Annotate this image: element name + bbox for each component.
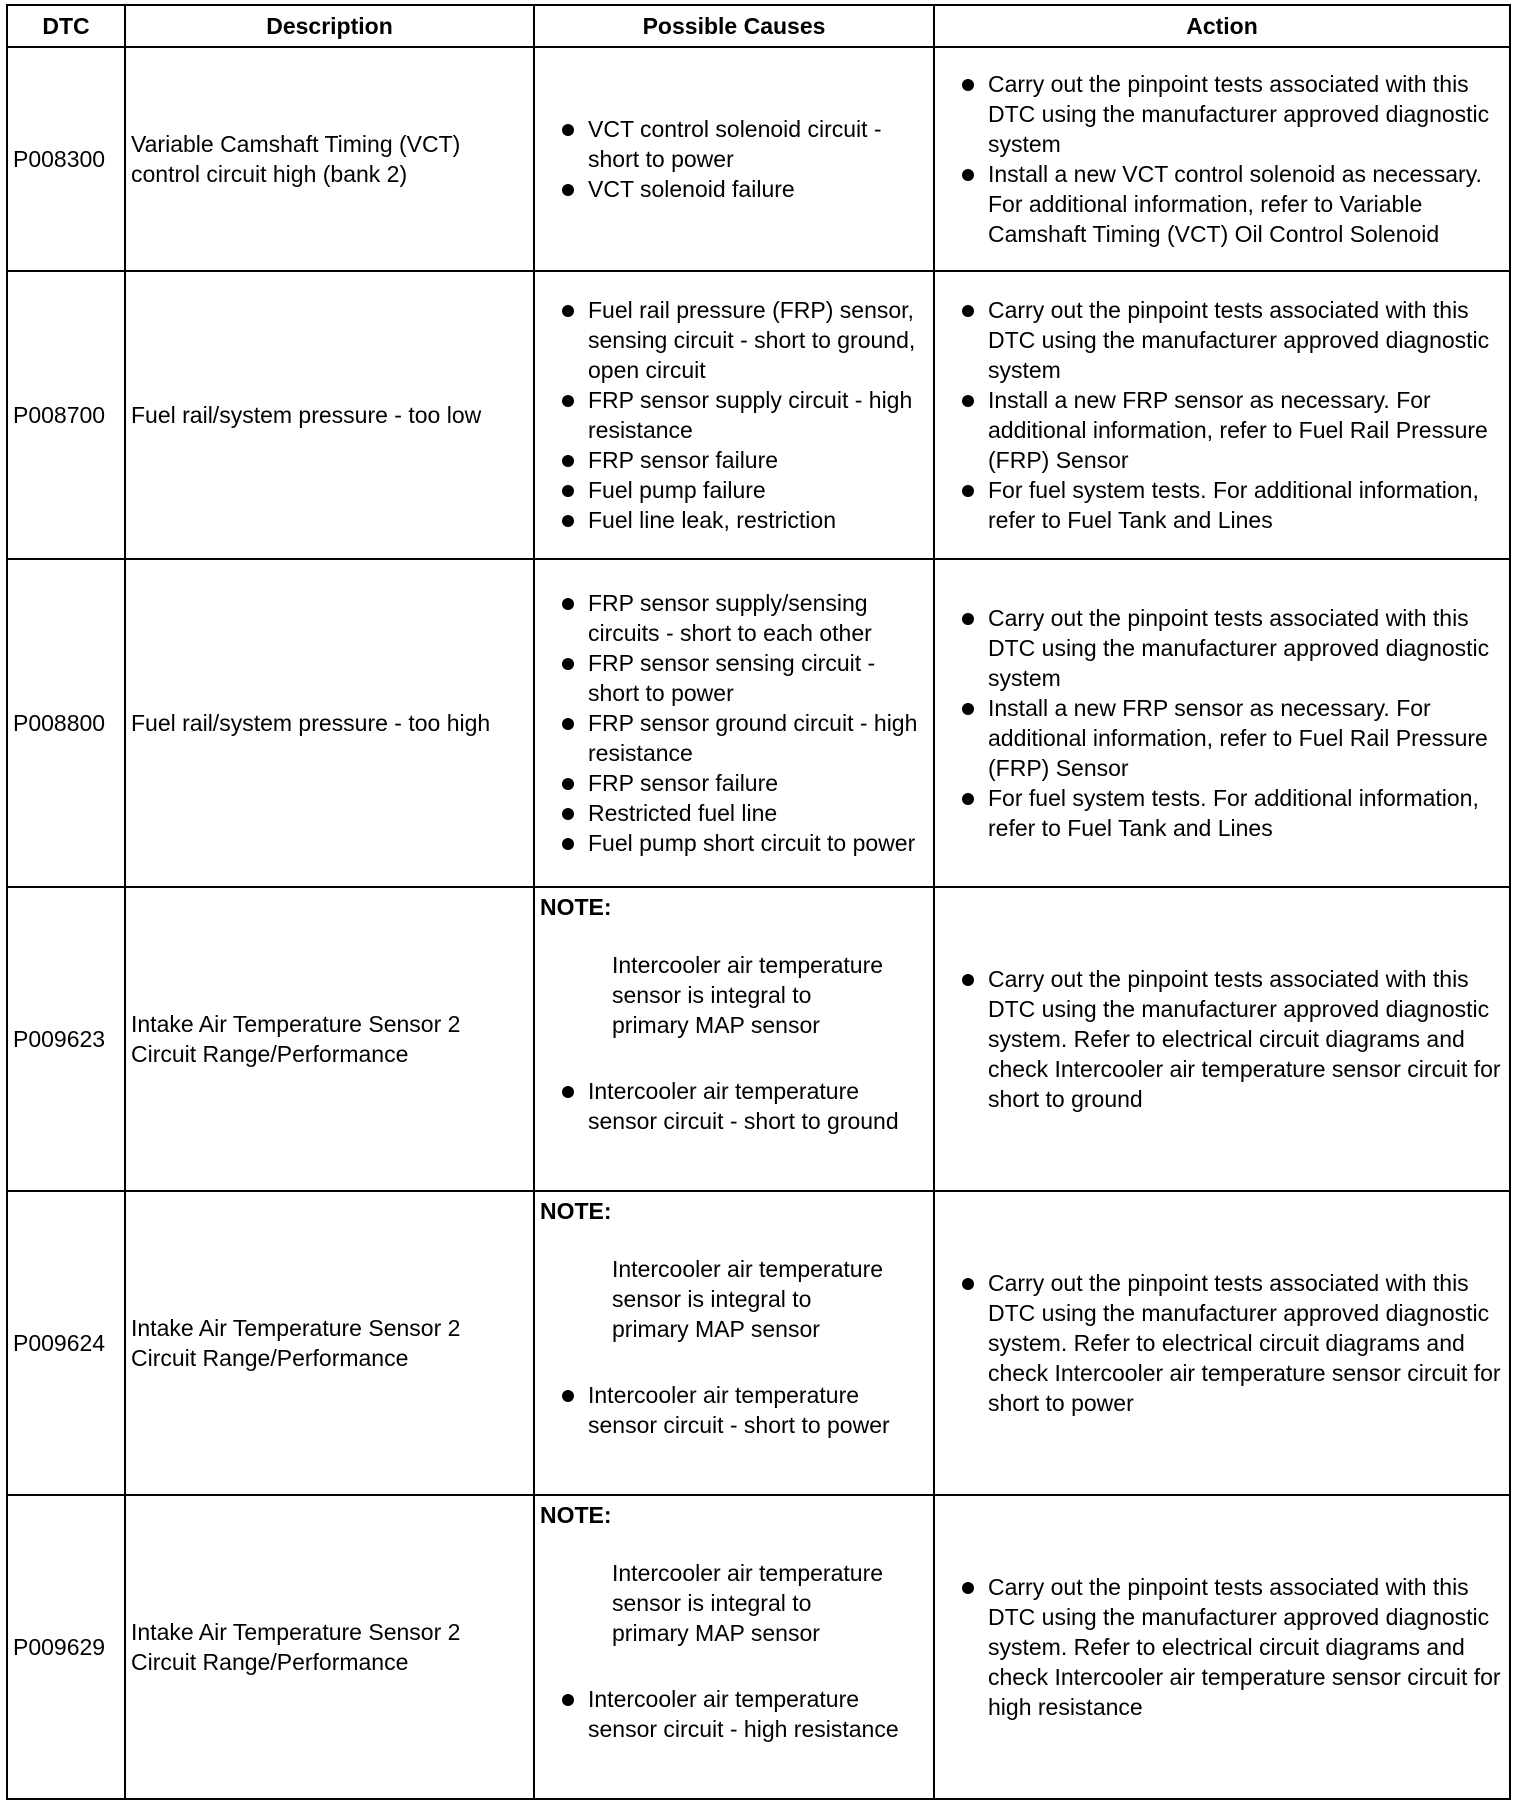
table-row — [7, 47, 1510, 271]
cause-item: VCT control solenoid circuit - short to power — [540, 114, 928, 174]
possible-causes — [534, 1495, 934, 1799]
dtc-code: P008700 — [7, 271, 125, 559]
dtc-code: P009623 — [7, 887, 125, 1191]
table-row — [7, 559, 1510, 887]
dtc-description: Variable Camshaft Timing (VCT) control circuit high (bank 2) — [125, 47, 534, 271]
cause-item: FRP sensor failure — [540, 768, 928, 798]
dtc-description: Intake Air Temperature Sensor 2 Circuit Range/Performance — [125, 1191, 534, 1495]
action-item: Carry out the pinpoint tests associated with this DTC using the manufacturer approved diagnostic system. Refer to electrical circuit diagrams and check Intercooler air temperature sensor circuit for short to ground — [940, 964, 1504, 1114]
possible-causes — [534, 47, 934, 271]
dtc-description: Intake Air Temperature Sensor 2 Circuit Range/Performance — [125, 1495, 534, 1799]
action-item: Install a new FRP sensor as necessary. For additional information, refer to Fuel Rail Pressure (FRP) Sensor — [940, 385, 1504, 475]
possible-causes — [534, 559, 934, 887]
cause-item: Fuel line leak, restriction — [540, 505, 928, 535]
dtc-code: P008800 — [7, 559, 125, 887]
action-cell — [934, 47, 1510, 271]
possible-causes — [534, 271, 934, 559]
action-item: Carry out the pinpoint tests associated with this DTC using the manufacturer approved diagnostic system — [940, 603, 1504, 693]
action-item: Carry out the pinpoint tests associated with this DTC using the manufacturer approved diagnostic system. Refer to electrical circuit diagrams and check Intercooler air temperature sensor circuit for high resistance — [940, 1572, 1504, 1722]
dtc-code: P009629 — [7, 1495, 125, 1799]
header-action: Action — [934, 5, 1510, 47]
header-description: Description — [125, 5, 534, 47]
note-label: NOTE: — [540, 1502, 612, 1528]
header-causes: Possible Causes — [534, 5, 934, 47]
dtc-table — [6, 4, 1511, 1800]
dtc-code: P009624 — [7, 1191, 125, 1495]
note-label: NOTE: — [540, 1198, 612, 1224]
cause-item: FRP sensor supply circuit - high resistance — [540, 385, 928, 445]
action-item: For fuel system tests. For additional information, refer to Fuel Tank and Lines — [940, 475, 1504, 535]
note-label: NOTE: — [540, 894, 612, 920]
action-item: Carry out the pinpoint tests associated with this DTC using the manufacturer approved diagnostic system — [940, 69, 1504, 159]
table-row — [7, 1191, 1510, 1495]
action-cell — [934, 1191, 1510, 1495]
note-text: Intercooler air temperature sensor is integral to primary MAP sensor — [612, 1560, 884, 1646]
action-cell — [934, 1495, 1510, 1799]
cause-item: FRP sensor failure — [540, 445, 928, 475]
dtc-description: Fuel rail/system pressure - too low — [125, 271, 534, 559]
dtc-description: Intake Air Temperature Sensor 2 Circuit Range/Performance — [125, 887, 534, 1191]
possible-causes — [534, 1191, 934, 1495]
action-item: Install a new FRP sensor as necessary. For additional information, refer to Fuel Rail Pressure (FRP) Sensor — [940, 693, 1504, 783]
table-row — [7, 271, 1510, 559]
cause-item: Intercooler air temperature sensor circuit - short to power — [540, 1380, 928, 1440]
cause-item: FRP sensor ground circuit - high resistance — [540, 708, 928, 768]
header-row — [7, 5, 1510, 47]
action-cell — [934, 271, 1510, 559]
cause-item: FRP sensor supply/sensing circuits - short to each other — [540, 588, 928, 648]
cause-item: Fuel pump failure — [540, 475, 928, 505]
cause-item: Intercooler air temperature sensor circuit - short to ground — [540, 1076, 928, 1136]
cause-item: Fuel pump short circuit to power — [540, 828, 928, 858]
note-text: Intercooler air temperature sensor is integral to primary MAP sensor — [612, 1256, 884, 1342]
cause-item: VCT solenoid failure — [540, 174, 928, 204]
note-text: Intercooler air temperature sensor is integral to primary MAP sensor — [612, 952, 884, 1038]
action-cell — [934, 559, 1510, 887]
header-dtc: DTC — [7, 5, 125, 47]
action-item: Carry out the pinpoint tests associated with this DTC using the manufacturer approved diagnostic system. Refer to electrical circuit diagrams and check Intercooler air temperature sensor circuit for short to power — [940, 1268, 1504, 1418]
cause-item: FRP sensor sensing circuit - short to power — [540, 648, 928, 708]
dtc-description: Fuel rail/system pressure - too high — [125, 559, 534, 887]
cause-item: Intercooler air temperature sensor circuit - high resistance — [540, 1684, 928, 1744]
table-row — [7, 1495, 1510, 1799]
cause-item: Restricted fuel line — [540, 798, 928, 828]
cause-item: Fuel rail pressure (FRP) sensor, sensing circuit - short to ground, open circuit — [540, 295, 928, 385]
possible-causes — [534, 887, 934, 1191]
dtc-code: P008300 — [7, 47, 125, 271]
action-cell — [934, 887, 1510, 1191]
action-item: Install a new VCT control solenoid as necessary. For additional information, refer to Variable Camshaft Timing (VCT) Oil Control Solenoid — [940, 159, 1504, 249]
action-item: For fuel system tests. For additional information, refer to Fuel Tank and Lines — [940, 783, 1504, 843]
action-item: Carry out the pinpoint tests associated with this DTC using the manufacturer approved diagnostic system — [940, 295, 1504, 385]
table-row — [7, 887, 1510, 1191]
